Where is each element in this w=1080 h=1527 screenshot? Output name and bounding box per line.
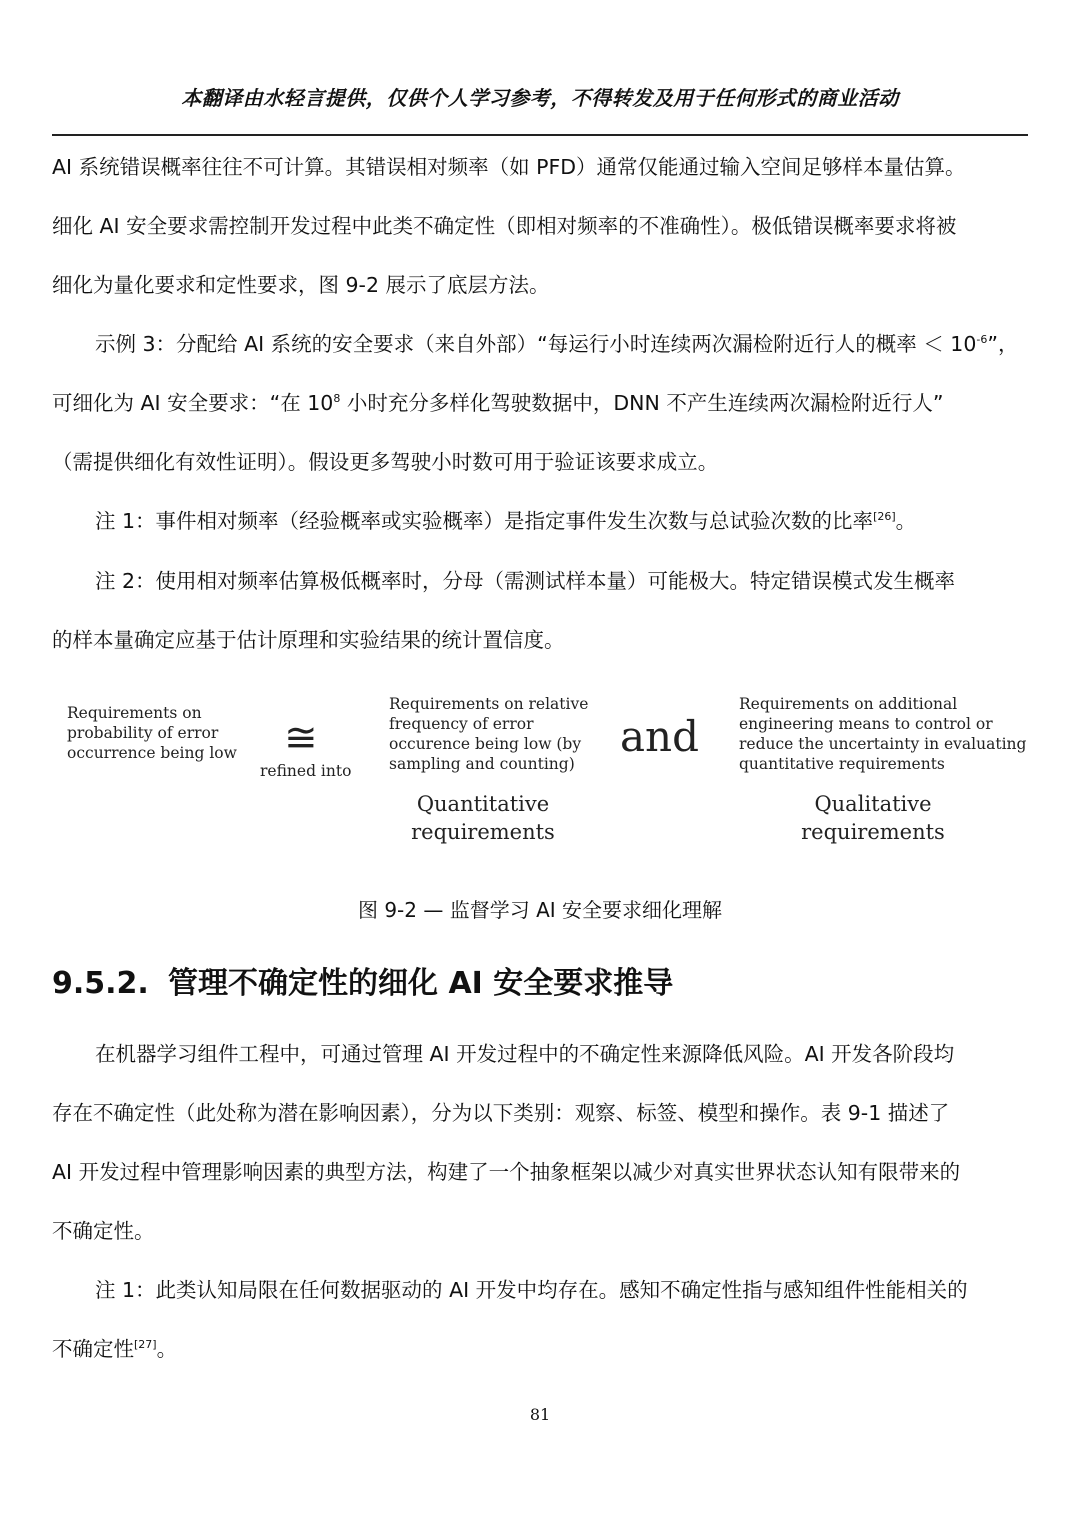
note-2-line1: 注 2：使用相对频率估算极低概率时，分母（需测试样本量）可能极大。特定错误模式发生概率 xyxy=(95,569,956,593)
example3-line3: （需提供细化有效性证明）。假设更多驾驶小时数可用于验证该要求成立。 xyxy=(52,450,719,474)
paragraph-line: AI 系统错误概率往往不可计算。其错误相对频率（如 PFD）通常仅能通过输入空间足够样本量估算。 xyxy=(52,155,966,179)
note-2-line2: 的样本量确定应基于估计原理和实验结果的统计置信度。 xyxy=(52,628,565,652)
example3-line1: 示例 3：分配给 AI 系统的安全要求（来自外部）“每运行小时连续两次漏检附近行人的概率 ＜ $10^{-6}$”， xyxy=(95,332,1019,356)
figure-caption: 图 9-2 — 监督学习 AI 安全要求细化理解 xyxy=(357,898,723,922)
quantitative-title: Quantitative requirements xyxy=(411,792,555,844)
and-label: and xyxy=(620,712,699,761)
paragraph-line: AI 开发过程中管理影响因素的典型方法，构建了一个抽象框架以减少对真实世界状态认知有限带来的 xyxy=(52,1160,961,1184)
quantitative-description: Requirements on relative frequency of error occurence being low (by sampling and counting) xyxy=(389,695,589,773)
qualitative-description: Requirements on additional engineering means to control or reduce the uncertainty in evaluating quantitative requirements xyxy=(739,695,1027,773)
page-header: 本翻译由水轻言提供，仅供个人学习参考，不得转发及用于任何形式的商业活动 xyxy=(181,86,899,110)
paragraph-line: 存在不确定性（此处称为潜在影响因素），分为以下类别：观察、标签、模型和操作。表 9-1 描述了 xyxy=(52,1101,950,1125)
paragraph-line: 细化为量化要求和定性要求，图 9-2 展示了底层方法。 xyxy=(52,273,550,297)
refined-into-label: refined into xyxy=(260,762,352,780)
approx-equal-icon: ≅ xyxy=(284,715,318,761)
paragraph-line: 在机器学习组件工程中，可通过管理 AI 开发过程中的不确定性来源降低风险。AI 开发各阶段均 xyxy=(95,1042,955,1066)
note-3-line2: 不确定性[27]。 xyxy=(52,1337,178,1361)
figure-left-text: Requirements on probability of error occurrence being low xyxy=(67,704,237,762)
section-number: 9.5.2. xyxy=(52,966,149,1001)
paragraph-line: 不确定性。 xyxy=(52,1219,155,1243)
section-title: 管理不确定性的细化 AI 安全要求推导 xyxy=(168,966,674,1001)
header-divider xyxy=(52,134,1028,136)
paragraph-line: 细化 AI 安全要求需控制开发过程中此类不确定性（即相对频率的不准确性）。极低错误概率要求将被 xyxy=(52,214,957,238)
section-heading xyxy=(52,958,673,1002)
note-3-line1: 注 1：此类认知局限在任何数据驱动的 AI 开发中均存在。感知不确定性指与感知组件性能相关的 xyxy=(95,1278,968,1302)
qualitative-title: Qualitative requirements xyxy=(801,792,945,844)
page-number: 81 xyxy=(529,1405,551,1424)
note-1: 注 1：事件相对频率（经验概率或实验概率）是指定事件发生次数与总试验次数的比率[26]。 xyxy=(95,509,917,533)
example3-line2: 可细化为 AI 安全要求：“在 $10^8$ 小时充分多样化驾驶数据中，DNN 不产生连续两次漏检附近行人” xyxy=(52,391,944,415)
